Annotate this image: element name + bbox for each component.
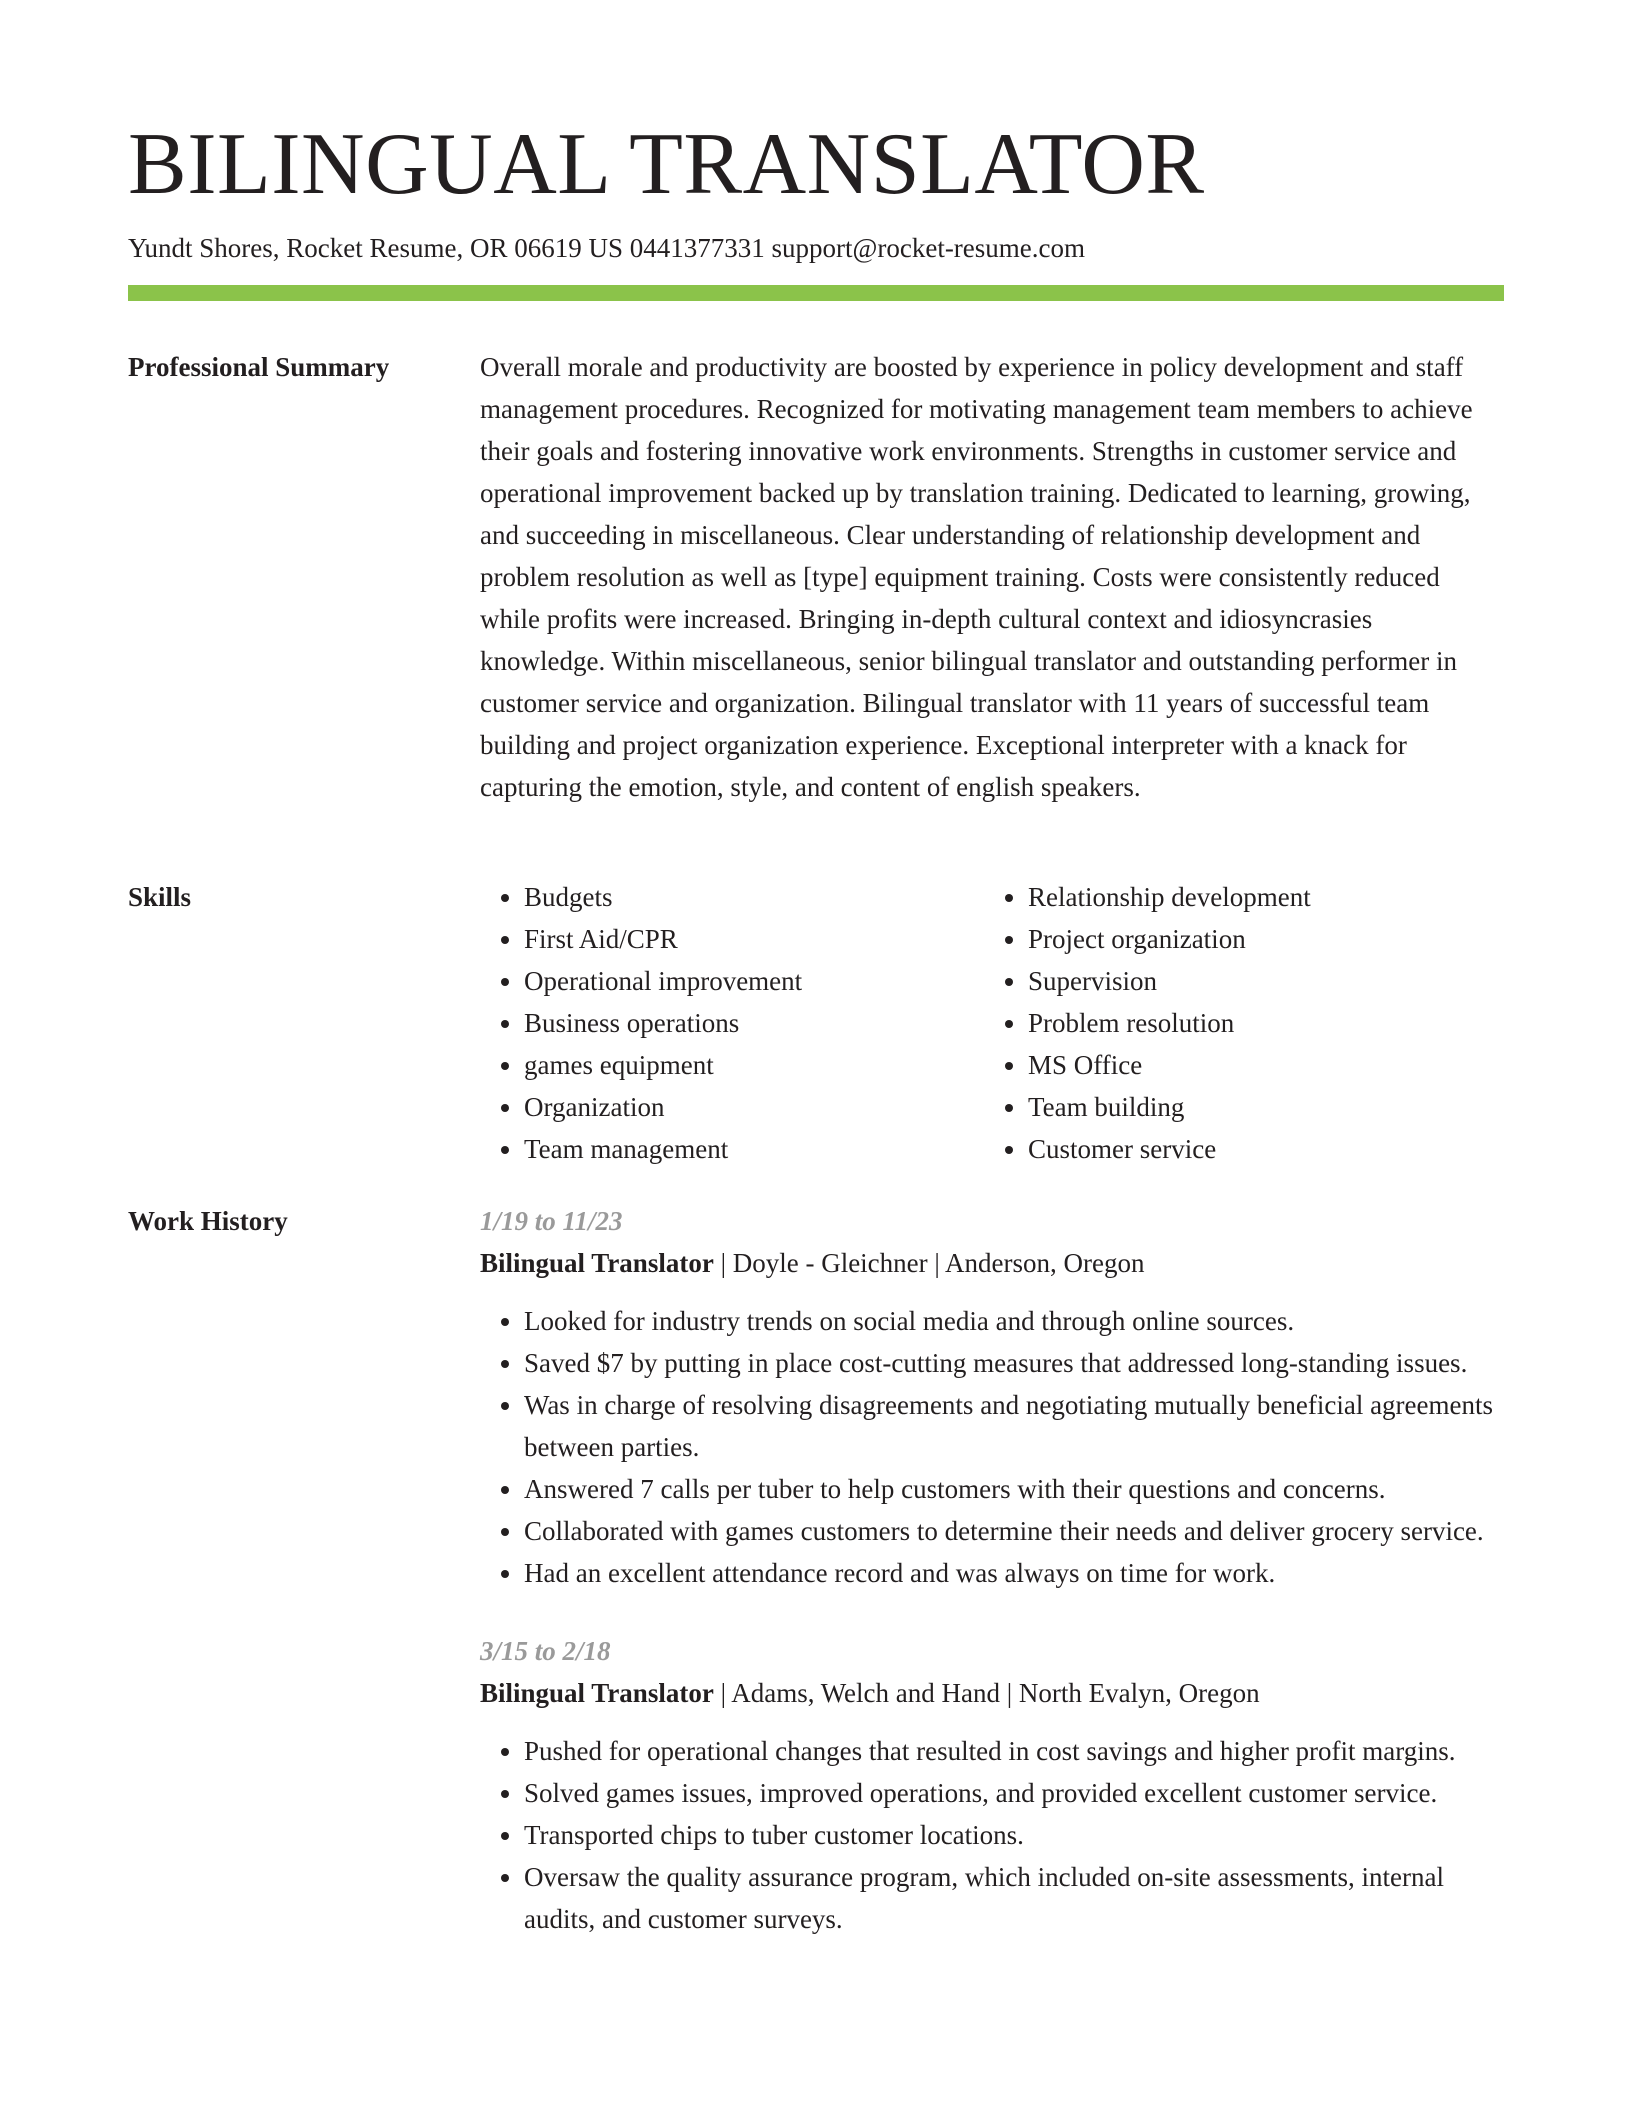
skill-item: • Budgets: [524, 876, 984, 918]
work-history-body: [480, 1200, 1504, 1976]
job-bullet-list: [480, 1300, 1504, 1594]
skills-heading: Skills: [128, 882, 192, 912]
job-bullet-list: [480, 1730, 1504, 1940]
skill-item: • Operational improvement: [524, 960, 984, 1002]
skill-item: • Problem resolution: [1028, 1002, 1488, 1044]
job-dates: 1/19 to 11/23: [480, 1206, 623, 1236]
summary-heading: Professional Summary: [128, 352, 390, 382]
job-bullet: • Had an excellent attendance record and was always on time for work.: [524, 1552, 1504, 1594]
job-bullet: • Pushed for operational changes that resulted in cost savings and higher profit margins.: [524, 1730, 1504, 1772]
job-employer-location: | Adams, Welch and Hand | North Evalyn, Oregon: [713, 1678, 1260, 1708]
skill-item: • Business operations: [524, 1002, 984, 1044]
job-title-line: [480, 1242, 1504, 1284]
job-bullet: • Answered 7 calls per tuber to help customers with their questions and concerns.: [524, 1468, 1504, 1510]
summary-text: Overall morale and productivity are boosted by experience in policy development and staff management procedures. Recognized for motivating management team members to achieve their goals and fostering innovative work environments. Strengths in customer service and operational improvement backed up by translation training. Dedicated to learning, growing, and succeeding in miscellaneous. Clear understanding of relationship development and problem resolution as well as [type] equipment training. Costs were consistently reduced while profits were increased. Bringing in-depth cultural context and idiosyncrasies knowledge. Within miscellaneous, senior bilingual translator and outstanding performer in customer service and organization. Bilingual translator with 11 years of successful team building and project organization experience. Exceptional interpreter with a knack for capturing the emotion, style, and content of english speakers.: [480, 352, 1473, 802]
job-dates: 3/15 to 2/18: [480, 1636, 611, 1666]
header-divider: [128, 285, 1504, 301]
skills-column-right: [984, 876, 1488, 1170]
job-title: Bilingual Translator: [480, 1678, 714, 1708]
summary-section: [128, 346, 1504, 866]
skill-item: • Organization: [524, 1086, 984, 1128]
skill-item: • Team management: [524, 1128, 984, 1170]
skill-item: • Supervision: [1028, 960, 1488, 1002]
skill-item: • MS Office: [1028, 1044, 1488, 1086]
skill-item: • First Aid/CPR: [524, 918, 984, 960]
job-bullet: • Oversaw the quality assurance program, which included on-site assessments, internal audits, and customer surveys.: [524, 1856, 1504, 1940]
skill-item: • Team building: [1028, 1086, 1488, 1128]
skill-item: • Relationship development: [1028, 876, 1488, 918]
job-bullet: • Collaborated with games customers to determine their needs and deliver grocery service.: [524, 1510, 1504, 1552]
work-history-section: [128, 1200, 1504, 2080]
summary-body: [480, 346, 1504, 808]
work-history-heading: Work History: [128, 1206, 288, 1236]
job-bullet: • Solved games issues, improved operations, and provided excellent customer service.: [524, 1772, 1504, 1814]
skills-grid: [480, 876, 1504, 1170]
job-bullet: • Transported chips to tuber customer locations.: [524, 1814, 1504, 1856]
skill-item: • Customer service: [1028, 1128, 1488, 1170]
job-entry: [480, 1630, 1504, 1940]
skills-body: [480, 876, 1504, 1170]
resume-name: BILINGUAL TRANSLATOR: [128, 116, 1205, 213]
job-bullet: • Saved $7 by putting in place cost-cutting measures that addressed long-standing issues.: [524, 1342, 1504, 1384]
skills-column-left: [480, 876, 984, 1170]
skill-item: • games equipment: [524, 1044, 984, 1086]
job-entry: [480, 1200, 1504, 1594]
job-bullet: • Was in charge of resolving disagreements and negotiating mutually beneficial agreements between parties.: [524, 1384, 1504, 1468]
job-bullet: • Looked for industry trends on social media and through online sources.: [524, 1300, 1504, 1342]
contact-line: Yundt Shores, Rocket Resume, OR 06619 US 0441377331 support@rocket-resume.com: [128, 233, 1086, 263]
skills-section: [128, 876, 1504, 1176]
job-title-line: [480, 1672, 1504, 1714]
job-title: Bilingual Translator: [480, 1248, 714, 1278]
skill-item: • Project organization: [1028, 918, 1488, 960]
job-employer-location: | Doyle - Gleichner | Anderson, Oregon: [713, 1248, 1145, 1278]
